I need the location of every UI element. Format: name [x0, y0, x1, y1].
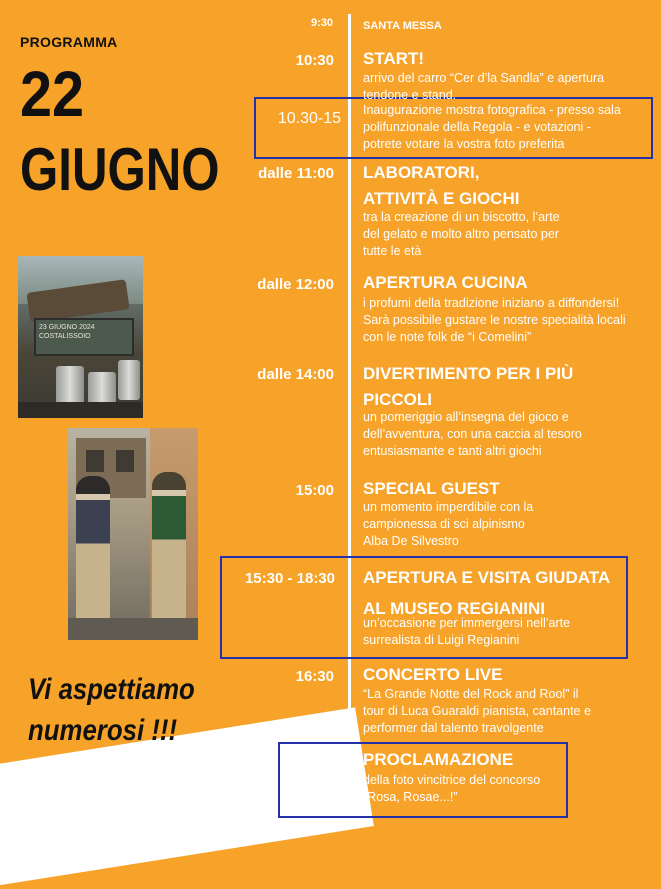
event-title	[363, 160, 519, 212]
title-line: DIVERTIMENTO PER I PIÙ	[363, 364, 574, 383]
closing-line2: numerosi !!!	[28, 713, 178, 747]
event-time: dalle 12:00	[257, 276, 334, 293]
photo-sign	[34, 318, 134, 356]
event-title: SPECIAL GUEST	[363, 479, 500, 498]
event-time: dalle 11:00	[258, 165, 334, 182]
date-day: 22	[20, 58, 85, 130]
desc-line: potrete votare la vostra foto preferita	[363, 137, 565, 151]
desc-line: tour di Luca Guaraldi pianista, cantante e	[363, 704, 591, 718]
event-desc	[363, 686, 653, 737]
event-desc	[363, 70, 653, 104]
desc-line: tutte le età	[363, 244, 422, 258]
desc-line: un’occasione per immergersi nell’arte	[363, 616, 571, 630]
event-desc	[363, 295, 653, 346]
event-desc	[363, 772, 653, 806]
desc-line: dell’avventura, con una caccia al tesoro	[363, 427, 582, 441]
event-time: 10.30-15	[277, 110, 341, 127]
desc-line: del gelato e molto altro pensato per	[363, 227, 559, 241]
event-title: SANTA MESSA	[363, 20, 442, 32]
desc-line: della foto vincitrice del concorso	[363, 773, 541, 787]
desc-line: con le note folk de “i Comelini”	[363, 330, 532, 344]
event-desc	[363, 409, 653, 460]
event-desc	[363, 615, 653, 649]
event-title	[363, 565, 610, 622]
photo-cans-display	[18, 256, 143, 418]
photo-sign-line2: COSTALISSOIO	[39, 333, 91, 341]
desc-line: tra la creazione di un biscotto, l’arte	[363, 210, 560, 224]
desc-line: un momento imperdibile con la	[363, 500, 534, 514]
event-title: PROCLAMAZIONE	[363, 750, 514, 769]
title-line: AL MUSEO REGIANINI	[363, 599, 545, 618]
desc-line: Sarà possibile gustare le nostre specialità locali	[363, 313, 626, 327]
event-time: 9:30	[310, 17, 333, 29]
desc-line: surrealista di Luigi Regianini	[363, 633, 520, 647]
event-title: START!	[363, 49, 425, 68]
desc-line: tendone e stand.	[363, 88, 457, 102]
title-line: APERTURA E VISITA GIUDATA	[363, 568, 611, 587]
photo-sign-line1: 23 GIUGNO 2024	[39, 324, 95, 331]
desc-line: un pomeriggio all’insegna del gioco e	[363, 410, 569, 424]
event-time: 18:30	[295, 753, 334, 770]
desc-line: polifunzionale della Regola - e votazioni -	[363, 120, 591, 134]
event-time: 15:00	[295, 482, 334, 499]
event-title	[363, 361, 573, 413]
desc-line: “Rosa, Rosae...!”	[363, 790, 458, 804]
event-time: 16:30	[295, 668, 334, 685]
desc-line: arrivo del carro “Cer d’la Sandla” e apertura	[363, 71, 605, 85]
desc-line: Alba De Silvestro	[363, 534, 459, 548]
event-desc	[363, 209, 653, 260]
date-month: GIUGNO	[20, 136, 220, 203]
desc-line: “La Grande Notte del Rock and Rool” il	[363, 687, 579, 701]
event-time: dalle 14:00	[257, 366, 334, 383]
event-desc	[363, 102, 653, 153]
closing-line1: Vi aspettiamo	[28, 673, 195, 706]
desc-line: Inaugurazione mostra fotografica - presso sala	[363, 103, 621, 117]
event-title: CONCERTO LIVE	[363, 665, 503, 684]
event-time: 15:30 - 18:30	[244, 570, 335, 587]
title-line: LABORATORI,	[363, 163, 480, 182]
title-line: PICCOLI	[363, 390, 432, 409]
photo-two-men	[68, 428, 198, 640]
programma-label: PROGRAMMA	[20, 34, 118, 50]
desc-line: campionessa di sci alpinismo	[363, 517, 525, 531]
event-desc	[363, 499, 653, 550]
title-line: ATTIVITÀ E GIOCHI	[363, 189, 520, 208]
desc-line: entusiasmante e tanti altri giochi	[363, 444, 542, 458]
event-title: APERTURA CUCINA	[363, 273, 528, 292]
desc-line: performer dal talento travolgente	[363, 721, 544, 735]
closing-message	[28, 670, 195, 751]
desc-line: i profumi della tradizione iniziano a diffondersi!	[363, 296, 620, 310]
event-time: 10:30	[295, 52, 334, 69]
